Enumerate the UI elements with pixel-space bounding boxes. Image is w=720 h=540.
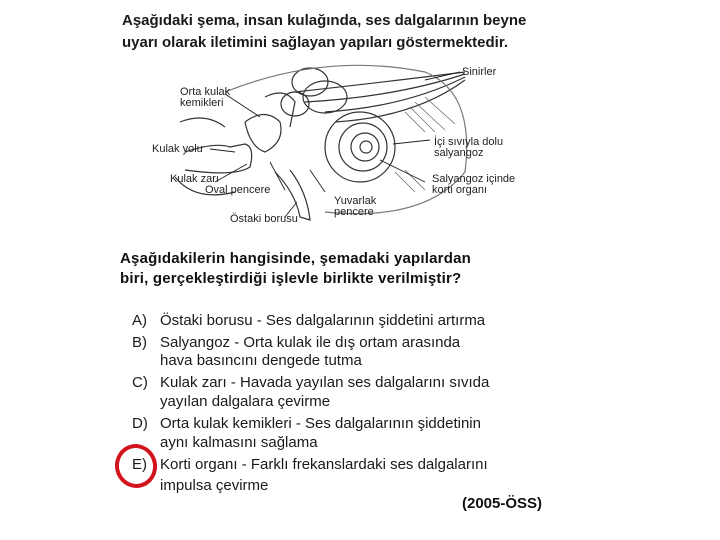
label-orta-kulak: Orta kulak <box>180 86 231 98</box>
option-a-text: Östaki borusu - Ses dalgalarının şiddetini artırma <box>160 312 486 329</box>
option-e-letter: E) <box>132 456 147 473</box>
option-a-letter: A) <box>132 312 147 329</box>
option-b-letter: B) <box>132 334 147 351</box>
label-ici-sivi-2: salyangoz <box>434 147 484 159</box>
source-label: (2005-ÖSS) <box>462 495 543 512</box>
answer-circle-mark <box>111 440 161 492</box>
option-d-text-2: aynı kalmasını sağlama <box>160 434 318 451</box>
question-line-1: Aşağıdakilerin hangisinde, şemadaki yapılardan <box>120 250 471 267</box>
label-ici-sivi: İçi sıvıyla dolu <box>434 136 504 148</box>
canal-2 <box>303 81 347 113</box>
intro-line-1: Aşağıdaki şema, insan kulağında, ses dalgalarının beyne <box>122 12 527 29</box>
label-kulak-yolu: Kulak yolu <box>152 143 203 155</box>
option-e-text: Korti organı - Farklı frekanslardaki ses dalgalarını <box>160 456 488 473</box>
label-kemikleri: kemikleri <box>180 97 224 109</box>
label-kulak-zari: Kulak zarı <box>170 173 219 185</box>
option-c-text: Kulak zarı - Havada yayılan ses dalgalarını sıvıda <box>160 374 490 391</box>
label-sinirler: Sinirler <box>462 66 497 78</box>
label-ostaki: Östaki borusu <box>230 213 298 225</box>
question-line-2: biri, gerçekleştirdiği işlevle birlikte verilmiştir? <box>120 270 462 287</box>
label-korti: korti organı <box>432 184 488 196</box>
option-d-text: Orta kulak kemikleri - Ses dalgalarının şiddetinin <box>160 415 481 432</box>
intro-line-2: uyarı olarak iletimini sağlayan yapıları göstermektedir. <box>122 34 509 51</box>
label-salyangoz-ici: Salyangoz içinde <box>432 173 516 185</box>
option-d-letter: D) <box>132 415 148 432</box>
label-yuvarlak: Yuvarlak <box>334 195 377 207</box>
option-b-text: Salyangoz - Orta kulak ile dış ortam arasında <box>160 334 461 351</box>
label-oval-pencere: Oval pencere <box>205 184 271 196</box>
option-c-text-2: yayılan dalgalara çevirme <box>160 393 331 410</box>
option-c-letter: C) <box>132 374 148 391</box>
label-pencere: pencere <box>334 206 374 218</box>
ossicles-shape <box>245 115 281 153</box>
option-b-text-2: hava basıncını dengede tutma <box>160 352 362 369</box>
option-e-text-2: impulsa çevirme <box>160 477 269 494</box>
